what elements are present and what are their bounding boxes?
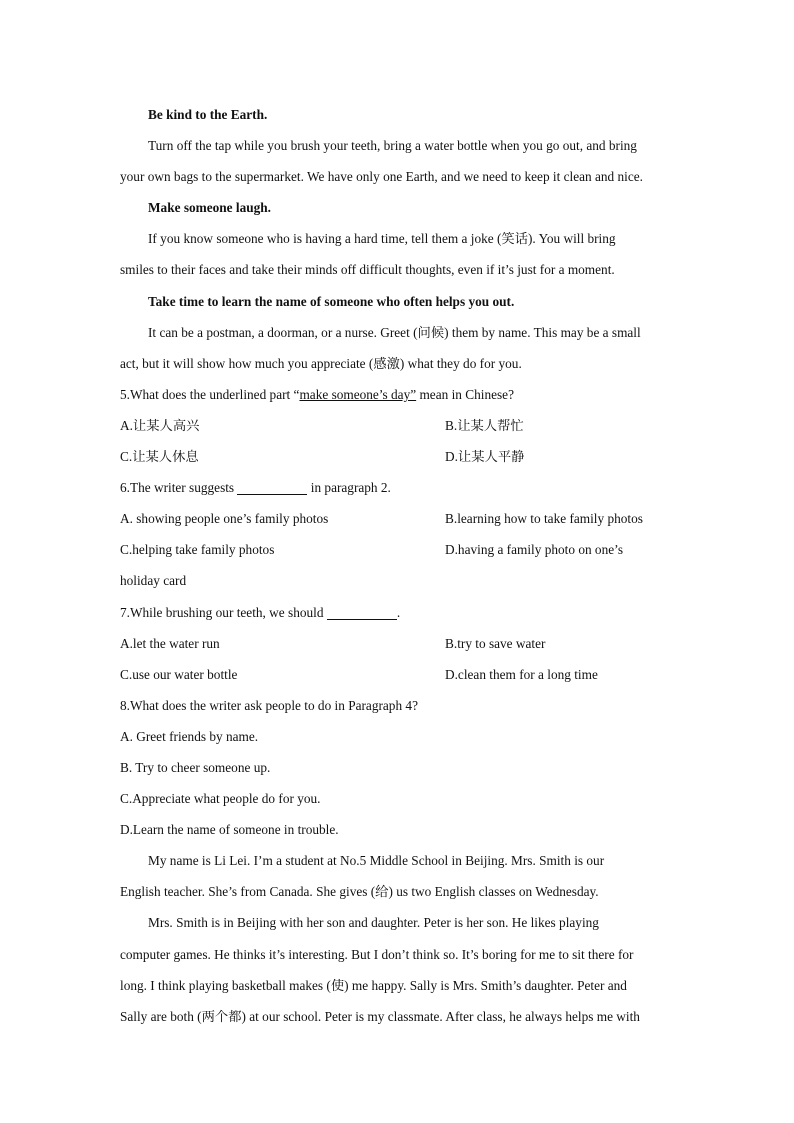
paragraph-line: your own bags to the supermarket. We have only one Earth, and we need to keep it clean and nice. [120, 169, 643, 185]
section-heading: Make someone laugh. [148, 200, 271, 216]
section-heading: Be kind to the Earth. [148, 107, 268, 122]
paragraph-line: smiles to their faces and take their minds off difficult thoughts, even if it’s just for a moment. [120, 262, 615, 278]
option-d: D.clean them for a long time [445, 666, 598, 682]
option-b: B.让某人帮忙 [445, 417, 524, 433]
option-b: B.try to save water [445, 635, 546, 651]
option-d: D.having a family photo on one’s [445, 542, 624, 558]
option-d-continued: holiday card [120, 573, 187, 589]
underlined-phrase: make someone’s day” [299, 386, 417, 402]
question-8: 8.What does the writer ask people to do in Paragraph 4? [120, 697, 418, 713]
paragraph-line: long. I think playing basketball makes (使) me happy. Sally is Mrs. Smith’s daughter. Peter and [120, 977, 627, 993]
question-7 [120, 597, 676, 628]
option-a: A. Greet friends by name. [120, 728, 259, 744]
section-heading: Take time to learn the name of someone who often helps you out. [148, 293, 515, 309]
option-d: D.让某人平静 [445, 449, 525, 465]
document-page [120, 99, 676, 1032]
option-row [120, 441, 676, 472]
option-row [120, 659, 676, 690]
question-text: 6.The writer suggests [120, 480, 238, 496]
question-5 [120, 379, 676, 410]
paragraph-line: It can be a postman, a doorman, or a nurse. Greet (问候) them by name. This may be a small [148, 324, 641, 340]
option-a: A.让某人高兴 [120, 417, 200, 433]
paragraph-line: computer games. He thinks it’s interesting. But I don’t think so. It’s boring for me to sit there for [120, 946, 634, 962]
question-text: mean in Chinese? [416, 386, 514, 402]
option-d: D.Learn the name of someone in trouble. [120, 822, 339, 838]
paragraph-line: Sally are both (两个都) at our school. Peter is my classmate. After class, he always helps me with [120, 1008, 640, 1024]
question-text: 5.What does the underlined part “ [120, 386, 300, 402]
paragraph-line: If you know someone who is having a hard time, tell them a joke (笑话). You will bring [148, 231, 616, 247]
option-row [120, 628, 676, 659]
option-c: C.Appreciate what people do for you. [120, 791, 321, 807]
option-c: C.use our water bottle [120, 666, 238, 682]
paragraph-line: My name is Li Lei. I’m a student at No.5 Middle School in Beijing. Mrs. Smith is our [148, 853, 605, 869]
paragraph-line: Turn off the tap while you brush your teeth, bring a water bottle when you go out, and bring [148, 138, 637, 154]
option-b: B. Try to cheer someone up. [120, 759, 271, 775]
paragraph-line: Mrs. Smith is in Beijing with her son and daughter. Peter is her son. He likes playing [148, 915, 599, 931]
question-text: in paragraph 2. [307, 480, 391, 496]
option-c: C.helping take family photos [120, 542, 275, 558]
answer-blank [327, 604, 397, 620]
option-c: C.让某人休息 [120, 449, 199, 465]
option-row [120, 410, 676, 441]
answer-blank [237, 479, 307, 495]
option-row [120, 503, 676, 534]
option-a: A.let the water run [120, 635, 220, 651]
option-a: A. showing people one’s family photos [120, 511, 329, 527]
paragraph-line: act, but it will show how much you appreciate (感激) what they do for you. [120, 355, 522, 371]
paragraph-line: English teacher. She’s from Canada. She gives (给) us two English classes on Wednesday. [120, 884, 599, 900]
question-text: 7.While brushing our teeth, we should [120, 604, 327, 620]
question-text: . [396, 604, 401, 620]
option-row [120, 534, 676, 565]
option-b: B.learning how to take family photos [445, 511, 643, 527]
question-6 [120, 472, 676, 503]
